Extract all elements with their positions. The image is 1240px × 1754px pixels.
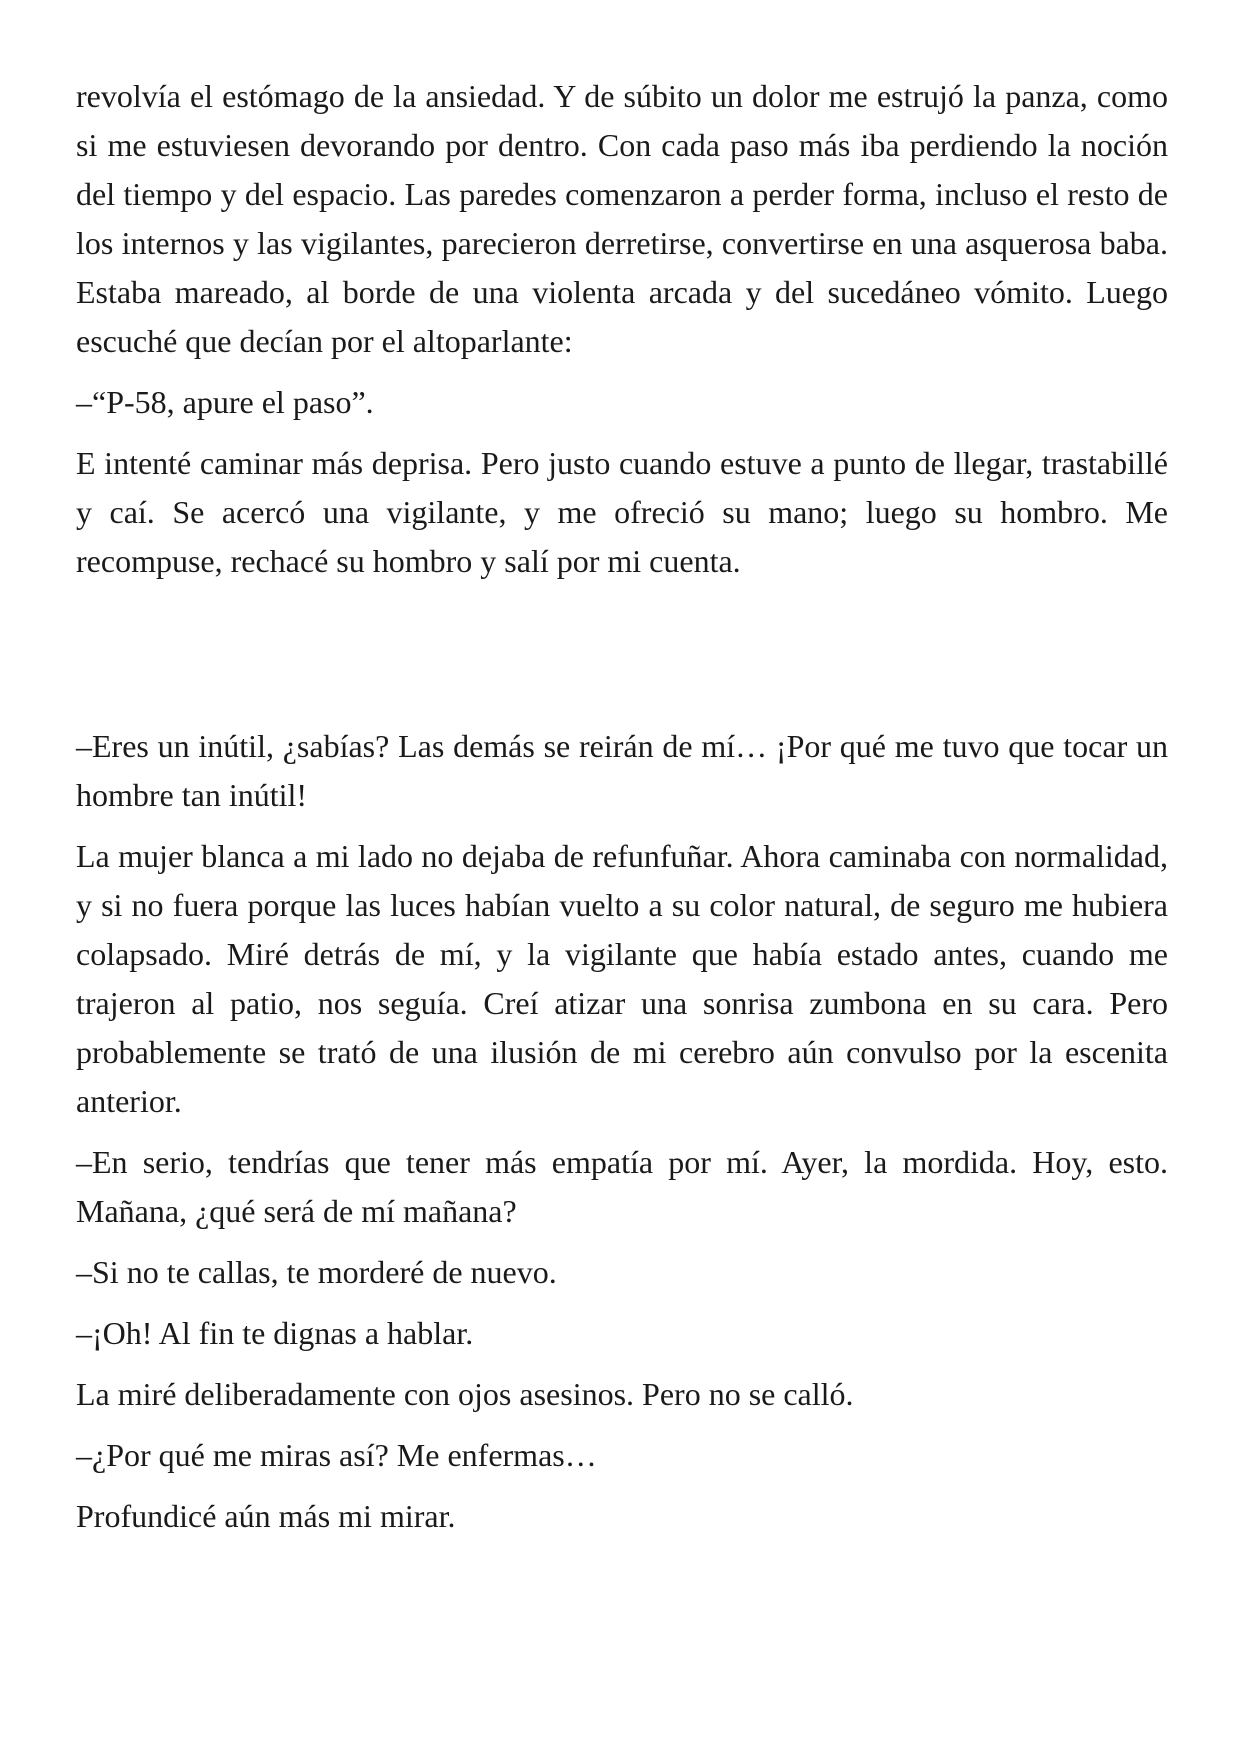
dialogue-line: –En serio, tendrías que tener más empatía por mí. Ayer, la mordida. Hoy, esto. Mañana, ¿qué será de mí mañana? (76, 1144, 1168, 1229)
dialogue-line: –Si no te callas, te morderé de nuevo. (76, 1254, 557, 1290)
paragraph: E intenté caminar más deprisa. Pero justo cuando estuve a punto de llegar, trastabillé y caí. Se acercó una vigilante, y me ofreció su mano; luego su hombro. Me recompuse, rechacé su hombro y salí por mi cuenta. (76, 445, 1168, 579)
dialogue-line: –“P-58, apure el paso”. (76, 384, 374, 420)
dialogue-line: –¡Oh! Al fin te dignas a hablar. (76, 1315, 474, 1351)
book-page (76, 72, 1168, 1541)
paragraph: Profundicé aún más mi mirar. (76, 1498, 456, 1534)
paragraph: La miré deliberadamente con ojos asesinos. Pero no se calló. (76, 1376, 854, 1412)
paragraph: revolvía el estómago de la ansiedad. Y de súbito un dolor me estrujó la panza, como si me estuviesen devorando por dentro. Con cada paso más iba perdiendo la noción del tiempo y del espacio. Las paredes comenzaron a perder forma, incluso el resto de los internos y las vigilantes, parecieron derretirse, convertirse en una asquerosa baba. Estaba mareado, al borde de una violenta arcada y del sucedáneo vómito. Luego escuché que decían por el altoparlante: (76, 78, 1168, 359)
paragraph: La mujer blanca a mi lado no dejaba de refunfuñar. Ahora caminaba con normalidad, y si no fuera porque las luces habían vuelto a su color natural, de seguro me hubiera colapsado. Miré detrás de mí, y la vigilante que había estado antes, cuando me trajeron al patio, nos seguía. Creí atizar una sonrisa zumbona en su cara. Pero probablemente se trató de una ilusión de mi cerebro aún convulso por la escenita anterior. (76, 838, 1168, 1119)
dialogue-line: –Eres un inútil, ¿sabías? Las demás se reirán de mí… ¡Por qué me tuvo que tocar un hombre tan inútil! (76, 728, 1168, 813)
dialogue-line: –¿Por qué me miras así? Me enfermas… (76, 1437, 597, 1473)
